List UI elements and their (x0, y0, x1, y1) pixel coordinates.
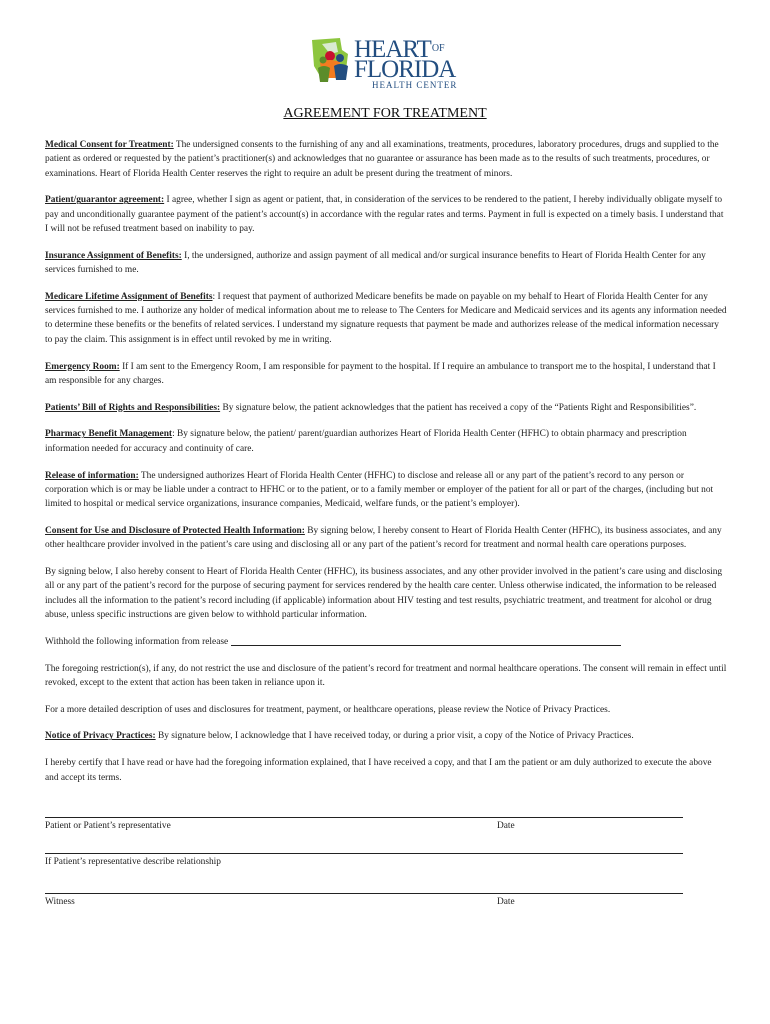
section-emergency-room (45, 360, 727, 389)
paragraph-privacy-detail: For a more detailed description of uses and disclosures for treatment, payment, or healthcare operations, please review the Notice of Privacy Practices. (45, 704, 611, 715)
patient-signature-block (45, 817, 685, 835)
logo-text-florida: FLORIDA (354, 56, 456, 83)
logo-text-heart: HEART (354, 36, 431, 63)
section-heading: Notice of Privacy Practices: (45, 731, 156, 742)
section-text: I, the undersigned, authorize and assign payment of all medical and/or surgical insurance benefits to Heart of Florida Health Center for any services furnished to me. (45, 250, 706, 276)
section-text: The undersigned consents to the furnishing of any and all examinations, treatments, procedures, laboratory procedures, drugs and supplied to the patient as ordered or requested by the patient’s practitioner(s) and acknowledges that no guarantee or assurance has been made as to the results of such treatments, procedures, or examinations. Heart of Florida Health Center reserves the right to require an adult be present during the treatment of minors. (45, 140, 719, 179)
section-heading: Medicare Lifetime Assignment of Benefits (45, 291, 213, 302)
section-text: By signature below, the patient acknowledges that the patient has received a copy of the “Patients Right and Responsibilities”. (220, 402, 697, 413)
withhold-input-line[interactable] (231, 636, 621, 646)
section-phi-consent (45, 524, 727, 553)
withhold-label: Withhold the following information from release (45, 636, 231, 647)
logo-text-health-center: HEALTH CENTER (372, 80, 458, 90)
section-text: I agree, whether I sign as agent or patient, that, in consideration of the services to be rendered to the patient, I hereby individually obligate myself to pay and unconditionally guarantee payment of the patient’s account(s) in accordance with the regular rates and terms. Payment in full is expected on a timely basis. I understand that I will not be refused treatment based on inability to pay. (45, 195, 724, 234)
relationship-label: If Patient’s representative describe relationship (45, 857, 221, 867)
section-insurance-assignment (45, 249, 727, 278)
section-notice-privacy (45, 729, 727, 743)
patient-signature-labels (45, 821, 685, 835)
witness-label: Witness (45, 897, 75, 907)
section-medical-consent (45, 138, 727, 181)
logo-text-of: OF (431, 43, 445, 54)
section-heading: Insurance Assignment of Benefits: (45, 250, 182, 261)
patient-signature-label: Patient or Patient’s representative (45, 821, 171, 831)
section-heading: Release of information: (45, 470, 139, 481)
witness-signature-labels (45, 897, 685, 911)
section-bill-of-rights (45, 401, 727, 415)
withhold-line (45, 635, 727, 649)
heart-of-florida-logo (310, 36, 470, 92)
witness-date-label: Date (497, 897, 515, 907)
section-guarantor-agreement (45, 193, 727, 236)
logo-figures-icon (310, 36, 354, 88)
section-text: The undersigned authorizes Heart of Florida Health Center (HFHC) to disclose and release all or any part of the patient’s record to any person or corporation which is or may be liable under a contract to HFHC or to the patient, or to a family member or employer of the patient for all or part of the charges, (including but not limited to hospital or medical service organizations, insurance companies, Medicaid, welfare funds, or the patient’s employer). (45, 470, 714, 510)
section-heading: Patients’ Bill of Rights and Responsibilities: (45, 402, 221, 413)
paragraph-certify: I hereby certify that I have read or have had the foregoing information explained, that I have received a copy, and that I am the patient or am duly authorized to execute the above and accept its terms. (45, 758, 712, 783)
agreement-body (45, 138, 727, 797)
section-text: : By signature below, the patient/ parent/guardian authorizes Heart of Florida Health Center (HFHC) to obtain pharmacy and prescription information needed for accuracy and continuity of care. (45, 429, 687, 454)
relationship-block (45, 853, 685, 871)
section-medicare-assignment (45, 290, 727, 347)
section-heading: Patient/guarantor agreement: (45, 195, 165, 206)
section-text: If I am sent to the Emergency Room, I am responsible for payment to the hospital. If I require an ambulance to transport me to the hospital, I understand that I am responsible for any charges. (45, 361, 716, 386)
section-heading: Medical Consent for Treatment: (45, 140, 174, 150)
section-text: : I request that payment of authorized Medicare benefits be made on payable on my behalf to Heart of Florida Health Center for any services furnished to me. I authorize any holder of medical information about me to release to The Centers for Medicare and Medicaid services and its agents any information needed to determine these benefits or the benefits of related services. I understand my signature requests that payment be made and authorizes release of the medical information necessary to pay the claim. This assignment is in effect until revoked by me in writing. (45, 291, 727, 345)
section-pharmacy-benefit (45, 427, 727, 456)
document-title: AGREEMENT FOR TREATMENT (283, 106, 487, 121)
section-heading: Emergency Room: (45, 361, 120, 372)
section-heading: Consent for Use and Disclosure of Protected Health Information: (45, 525, 305, 536)
witness-signature-block (45, 893, 685, 911)
relationship-labels (45, 857, 685, 871)
paragraph-restrictions: The foregoing restriction(s), if any, do not restrict the use and disclosure of the patient’s record for treatment and normal healthcare operations. The consent will remain in effect until revoked, except to the extent that action has been taken in reliance upon it. (45, 663, 727, 688)
witness-signature-line[interactable] (45, 893, 683, 894)
relationship-line[interactable] (45, 853, 683, 854)
patient-signature-line[interactable] (45, 817, 683, 818)
section-text: By signing below, I hereby consent to Heart of Florida Health Center (HFHC), its business associates, and any other healthcare provider involved in the patient’s care using and disclosing all or any part of the patient’s record for treatment and normal health care operations purposes. (45, 525, 722, 551)
section-text: By signature below, I acknowledge that I have received today, or during a prior visit, a copy of the Notice of Privacy Practices. (155, 731, 634, 742)
patient-date-label: Date (497, 821, 515, 831)
section-release-information (45, 469, 727, 512)
paragraph-also-consent: By signing below, I also hereby consent to Heart of Florida Health Center (HFHC), its business associates, and any other provider involved in the patient’s care using and disclosing all or any part of the patient’s record for the purpose of securing payment for services rendered by the health care center. Unless otherwise indicated, the information to be released includes all the information to the patient’s record including (if applicable) information about HIV testing and test results, psychiatric treatment, and treatment for alcohol or drug abuse, unless specific instructions are given below to withhold particular information. (45, 567, 723, 620)
section-heading: Pharmacy Benefit Management (45, 429, 173, 440)
